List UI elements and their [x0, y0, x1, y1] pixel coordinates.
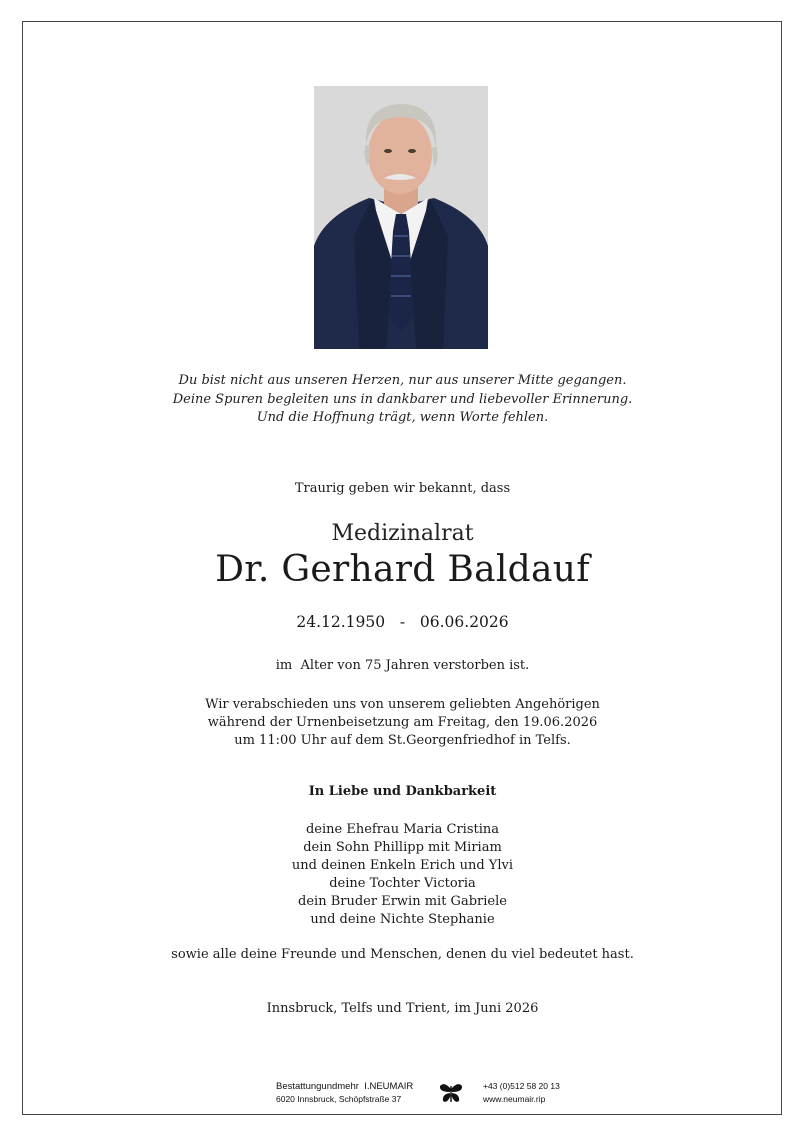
family-member: deine Tochter Victoria — [329, 876, 476, 891]
company-name: Bestattungundmehr I.NEUMAIR — [276, 1081, 414, 1092]
family-list — [0, 821, 805, 929]
age-text: im Alter von 75 Jahren verstorben ist. — [275, 658, 530, 673]
ceremony-details — [0, 696, 805, 750]
friends-text: sowie alle deine Freunde und Menschen, denen du viel bedeutet hast. — [171, 947, 634, 962]
ceremony-line: um 11:00 Uhr auf dem St.Georgenfriedhof in Telfs. — [234, 733, 571, 748]
family-member: dein Sohn Phillipp mit Miriam — [303, 840, 502, 855]
quote-line: Und die Hoffnung trägt, wenn Worte fehlen. — [256, 410, 549, 425]
ceremony-line: Wir verabschieden uns von unserem geliebten Angehörigen — [205, 697, 600, 712]
portrait-illustration — [314, 86, 488, 349]
place-date: Innsbruck, Telfs und Trient, im Juni 2026 — [266, 1001, 539, 1016]
love-heading: In Liebe und Dankbarkeit — [308, 784, 497, 799]
butterfly-icon — [438, 1080, 464, 1106]
quote-line: Du bist nicht aus unseren Herzen, nur aus unserer Mitte gegangen. — [178, 373, 627, 388]
company-address: 6020 Innsbruck, Schöpfstraße 37 — [276, 1094, 402, 1104]
family-member: und deinen Enkeln Erich und Ylvi — [291, 858, 514, 873]
funeral-home-footer — [276, 1081, 566, 1107]
memorial-quote — [0, 372, 805, 428]
announcement-text: Traurig geben wir bekannt, dass — [294, 481, 511, 496]
family-member: dein Bruder Erwin mit Gabriele — [298, 894, 507, 909]
quote-line: Deine Spuren begleiten uns in dankbarer und liebevoller Erinnerung. — [172, 391, 633, 407]
company-website[interactable]: www.neumair.rip — [483, 1094, 546, 1104]
family-member: deine Ehefrau Maria Cristina — [305, 822, 500, 837]
deceased-name: Dr. Gerhard Baldauf — [215, 549, 590, 590]
company-phone: +43 (0)512 58 20 13 — [483, 1081, 560, 1091]
life-dates: 24.12.1950 - 06.06.2026 — [296, 613, 509, 631]
ceremony-line: während der Urnenbeisetzung am Freitag, den 19.06.2026 — [207, 715, 598, 730]
portrait-photo — [314, 86, 488, 349]
deceased-title: Medizinalrat — [331, 521, 474, 546]
family-member: und deine Nichte Stephanie — [310, 912, 495, 927]
